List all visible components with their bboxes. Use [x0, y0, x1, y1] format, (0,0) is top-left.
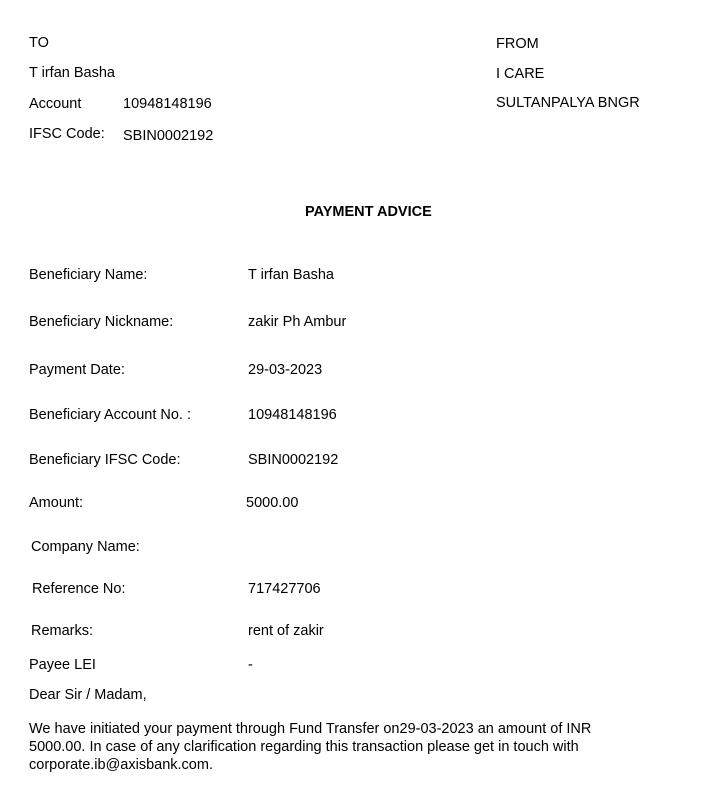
detail-value-account-no: 10948148196 — [248, 407, 337, 423]
from-heading: FROM — [496, 36, 539, 52]
to-ifsc-value: SBIN0002192 — [123, 128, 214, 144]
detail-label-reference-no: Reference No: — [32, 581, 126, 597]
to-heading: TO — [29, 35, 49, 51]
detail-value-reference-no: 717427706 — [248, 581, 321, 597]
from-line1: I CARE — [496, 66, 545, 82]
page-title: PAYMENT ADVICE — [305, 204, 432, 220]
detail-label-amount: Amount: — [29, 495, 83, 511]
detail-value-beneficiary-name: T irfan Basha — [248, 267, 334, 283]
detail-value-payee-lei: - — [248, 657, 253, 673]
detail-value-amount: 5000.00 — [246, 495, 299, 511]
detail-label-payment-date: Payment Date: — [29, 362, 125, 378]
detail-label-beneficiary-name: Beneficiary Name: — [29, 267, 148, 283]
detail-label-company-name: Company Name: — [31, 539, 140, 555]
to-account-value: 10948148196 — [123, 96, 212, 112]
salutation: Dear Sir / Madam, — [29, 687, 147, 703]
to-account-label: Account — [29, 96, 82, 112]
detail-label-payee-lei: Payee LEI — [29, 657, 96, 673]
from-line2: SULTANPALYA BNGR — [496, 95, 640, 111]
to-ifsc-label: IFSC Code: — [29, 126, 105, 142]
detail-value-payment-date: 29-03-2023 — [248, 362, 323, 378]
detail-value-ifsc-code: SBIN0002192 — [248, 452, 339, 468]
detail-label-ifsc-code: Beneficiary IFSC Code: — [29, 452, 181, 468]
detail-label-remarks: Remarks: — [31, 623, 94, 639]
detail-label-beneficiary-nickname: Beneficiary Nickname: — [29, 314, 174, 330]
detail-value-remarks: rent of zakir — [248, 623, 324, 639]
detail-value-beneficiary-nickname: zakir Ph Ambur — [248, 314, 347, 330]
detail-label-account-no: Beneficiary Account No. : — [29, 407, 191, 423]
message-paragraph: We have initiated your payment through Fund Transfer on29-03-2023 an amount of INR 5000.00. In case of any clarification regarding this transaction please get in touch with corporate.ib@axisbank.com. — [29, 721, 592, 773]
to-name: T irfan Basha — [29, 65, 115, 81]
